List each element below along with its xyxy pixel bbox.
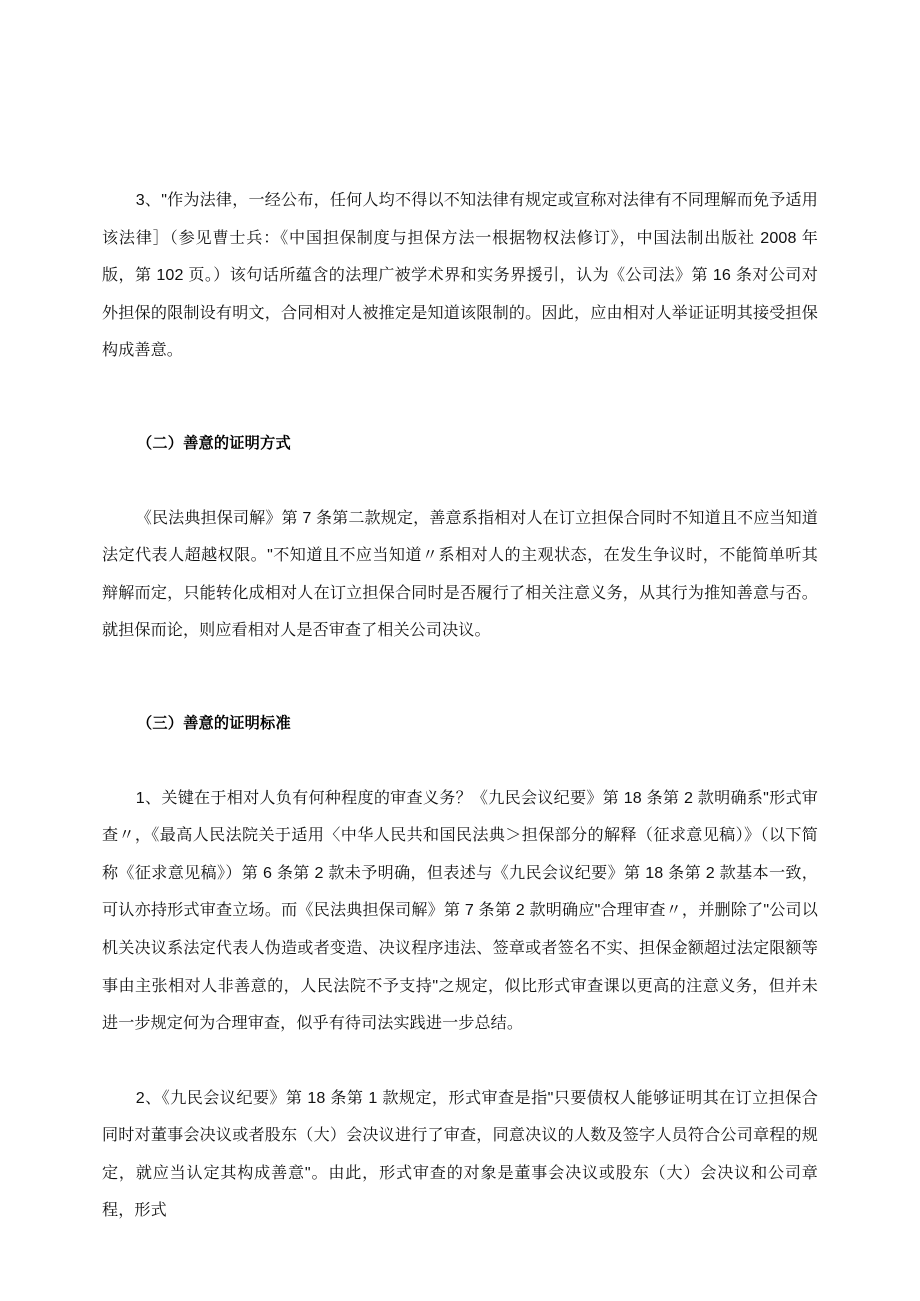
- paragraph-item-3: 3、"作为法律，一经公布，任何人均不得以不知法律有规定或宣称对法律有不同理解而免予适用该法律］（参见曹士兵：《中国担保制度与担保方法一根据物权法修订》，中国法制出版社 2008 年版，第 102 页。）该句话所蕴含的法理广被学术界和实务界援引，认为《公司法》第 16 条对公司对外担保的限制设有明文，合同相对人被推定是知道该限制的。因此，应由相对人举证证明其接受担保构成善意。: [102, 191, 818, 360]
- paragraph-standard-item-1: 1、关键在于相对人负有何种程度的审查义务？《九民会议纪要》第 18 条第 2 款明确系"形式审查〃，《最高人民法院关于适用〈中华人民共和国民法典＞担保部分的解释（征求意见稿）》（以下简称《征求意见稿》）第 6 条第 2 款未予明确，但表述与《九民会议纪要》第 18 条第 2 款基本一致，可认亦持形式审查立场。而《民法典担保司解》第 7 条第 2 款明确应"合理审查〃，并删除了"公司以机关决议系法定代表人伪造或者变造、决议程序违法、签章或者签名不实、担保金额超过法定限额等事由主张相对人非善意的，人民法院不予支持"之规定，似比形式审查课以更高的注意义务，但并未进一步规定何为合理审查，似乎有待司法实践进一步总结。: [102, 788, 818, 1033]
- document-body: [102, 182, 818, 1230]
- spacer: [102, 743, 818, 780]
- spacer: [102, 1043, 818, 1080]
- section-heading-two: （二）善意的证明方式: [136, 434, 291, 452]
- paragraph-good-faith-method: 《民法典担保司解》第 7 条第二款规定，善意系指相对人在订立担保合同时不知道且不应当知道法定代表人超越权限。"不知道且不应当知道〃系相对人的主观状态，在发生争议时，不能简单听其辩解而定，只能转化成相对人在订立担保合同时是否履行了相关注意义务，从其行为推知善意与否。就担保而论，则应看相对人是否审查了相关公司决议。: [102, 508, 818, 640]
- section-heading-three: （三）善意的证明标准: [136, 714, 291, 732]
- spacer: [102, 650, 818, 705]
- paragraph-standard-item-2: 2、《九民会议纪要》第 18 条第 1 款规定，形式审查是指"只要债权人能够证明其在订立担保合同时对董事会决议或者股东（大）会决议进行了审查，同意决议的人数及签字人员符合公司章程的规定，就应当认定其构成善意"。由此，形式审查的对象是董事会决议或股东（大）会决议和公司章程，形式: [102, 1088, 818, 1220]
- spacer: [102, 463, 818, 500]
- spacer: [102, 370, 818, 425]
